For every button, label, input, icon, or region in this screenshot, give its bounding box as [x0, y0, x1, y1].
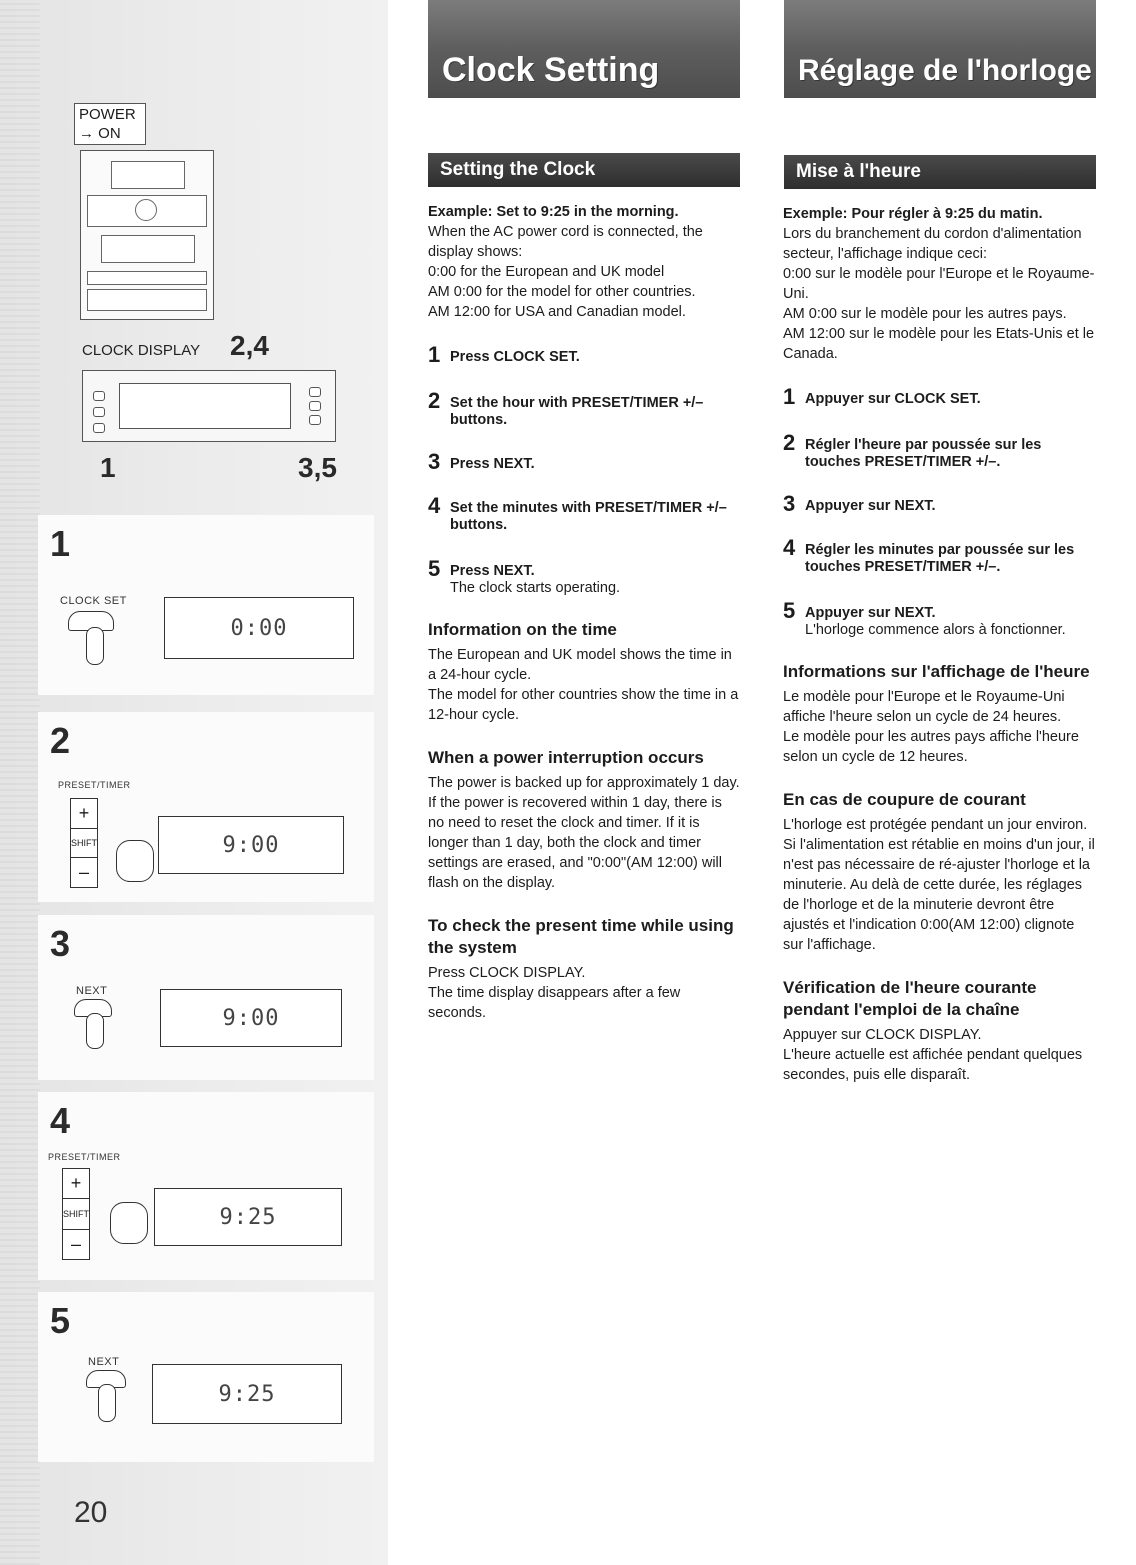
english-intro-line: When the AC power cord is connected, the display shows: [428, 224, 703, 260]
french-section-header: Mise à l'heure [784, 155, 1096, 189]
step-1-illustration [38, 515, 374, 695]
english-intro-line: 0:00 for the European and UK model [428, 264, 665, 280]
clock-display: 9:00 [160, 989, 342, 1047]
french-title: Réglage de l'horloge [798, 54, 1092, 87]
english-intro-line: AM 0:00 for the model for other countries. [428, 284, 696, 300]
finger-icon [86, 1013, 104, 1049]
english-section-body: The European and UK model shows the time in a 24-hour cycle. The model for other countries show the time in a 12-hour cycle. [428, 647, 739, 723]
french-title-banner [784, 0, 1096, 98]
clock-set-button-label: CLOCK SET [60, 595, 127, 607]
french-section-body: L'horloge est protégée pendant un jour environ. Si l'alimentation est rétablie en moins d'un jour, il n'est pas nécessaire de ré-ajuster l'horloge et la minuterie. Au delà de cette durée, les réglages de l'horloge et de la minuterie devront être ajustés et l'indication 0:00(AM 12:00) clignote sur l'affichage. [783, 817, 1095, 953]
english-column [428, 202, 740, 1023]
english-section-heading: To check the present time while using the system [428, 916, 734, 957]
step-4-illustration [38, 1092, 374, 1280]
french-intro-line: AM 0:00 sur le modèle pour les autres pays. [783, 306, 1067, 322]
english-section-header: Setting the Clock [428, 153, 740, 187]
step-5-illustration [38, 1292, 374, 1462]
french-step: 1 Appuyer sur CLOCK SET. [783, 384, 981, 409]
french-example: Exemple: Pour régler à 9:25 du matin. [783, 206, 1043, 222]
clock-display: 9:25 [152, 1364, 342, 1424]
french-section-heading: En cas de coupure de courant [783, 790, 1026, 809]
french-step: 5 Appuyer sur NEXT. L'horloge commence alors à fonctionner. [783, 598, 1066, 638]
french-section-body: Le modèle pour l'Europe et le Royaume-Uni affiche l'heure selon un cycle de 24 heures. Le modèle pour les autres pays affiche l'heure selon un cycle de 12 heures. [783, 689, 1079, 765]
step-2-illustration [38, 712, 374, 902]
english-title-banner [428, 0, 740, 98]
preset-timer-buttons [62, 1168, 90, 1260]
preset-timer-label: PRESET/TIMER [58, 780, 131, 790]
power-label: POWER [79, 106, 136, 123]
french-section-heading: Informations sur l'affichage de l'heure [783, 662, 1090, 681]
finger-icon [98, 1384, 116, 1422]
next-button-label: NEXT [88, 1356, 120, 1368]
plus-icon: + [63, 1169, 89, 1199]
english-title: Clock Setting [442, 51, 660, 89]
step-number: 2 [50, 720, 71, 761]
french-intro-line: 0:00 sur le modèle pour l'Europe et le Royaume-Uni. [783, 266, 1095, 302]
english-step: 2 Set the hour with PRESET/TIMER +/– buttons. [428, 388, 704, 428]
english-intro-line: AM 12:00 for USA and Canadian model. [428, 304, 686, 320]
callout-3-5: 3,5 [298, 452, 337, 483]
french-column [783, 204, 1096, 1085]
step-3-illustration [38, 915, 374, 1080]
french-step: 4 Régler les minutes par poussée sur les touches PRESET/TIMER +/–. [783, 535, 1075, 575]
page-number: 20 [74, 1496, 108, 1529]
shift-label: SHIFT [71, 829, 97, 859]
english-section-body: Press CLOCK DISPLAY. The time display disappears after a few seconds. [428, 965, 681, 1021]
next-button-label: NEXT [76, 985, 108, 997]
stereo-unit-illustration [80, 150, 214, 320]
french-section-body: Appuyer sur CLOCK DISPLAY. L'heure actuelle est affichée pendant quelques secondes, puis elle disparaît. [783, 1027, 1083, 1083]
english-section-heading: Information on the time [428, 620, 617, 639]
clock-display: 0:00 [164, 597, 354, 659]
illustration-column [0, 0, 388, 1565]
power-on-label: → ON [79, 125, 121, 142]
french-intro-line: Lors du branchement du cordon d'alimentation secteur, l'affichage indique ceci: [783, 226, 1082, 262]
clock-display: 9:25 [154, 1188, 342, 1246]
clock-display-label: CLOCK DISPLAY [82, 342, 201, 359]
english-section-body: The power is backed up for approximately 1 day. If the power is recovered within 1 day, there is no need to reset the clock and timer. If it is longer than 1 day, both the clock and timer settings are erased, and "0:00"(AM 12:00) will flash on the display. [428, 775, 740, 891]
french-section-heading: Vérification de l'heure courante pendant l'emploi de la chaîne [783, 978, 1037, 1019]
step-number: 3 [50, 923, 71, 964]
preset-timer-buttons [70, 798, 98, 888]
step-number: 4 [50, 1100, 71, 1141]
hand-press-icon [116, 840, 154, 882]
step-number: 5 [50, 1300, 71, 1341]
callout-2-4: 2,4 [230, 330, 269, 361]
english-step: 5 Press NEXT. The clock starts operating. [428, 556, 621, 596]
french-intro-line: AM 12:00 sur le modèle pour les Etats-Unis et le Canada. [783, 326, 1095, 362]
power-callout [74, 103, 146, 145]
minus-icon: – [70, 1233, 81, 1254]
hand-press-icon [110, 1202, 148, 1244]
clock-display: 9:00 [158, 816, 344, 874]
english-step: 1 Press CLOCK SET. [428, 342, 580, 367]
english-section-heading: When a power interruption occurs [428, 748, 704, 767]
callout-1: 1 [100, 452, 116, 483]
front-panel-illustration [82, 370, 336, 442]
plus-icon: + [71, 799, 97, 829]
english-step: 4 Set the minutes with PRESET/TIMER +/– buttons. [428, 493, 727, 533]
minus-icon: – [78, 862, 89, 883]
english-example: Example: Set to 9:25 in the morning. [428, 204, 679, 220]
step-number: 1 [50, 523, 71, 564]
english-step: 3 Press NEXT. [428, 449, 535, 474]
french-step: 3 Appuyer sur NEXT. [783, 491, 936, 516]
preset-timer-label: PRESET/TIMER [48, 1152, 121, 1162]
shift-label: SHIFT [63, 1199, 89, 1229]
finger-icon [86, 627, 104, 665]
french-step: 2 Régler l'heure par poussée sur les touches PRESET/TIMER +/–. [783, 430, 1042, 470]
